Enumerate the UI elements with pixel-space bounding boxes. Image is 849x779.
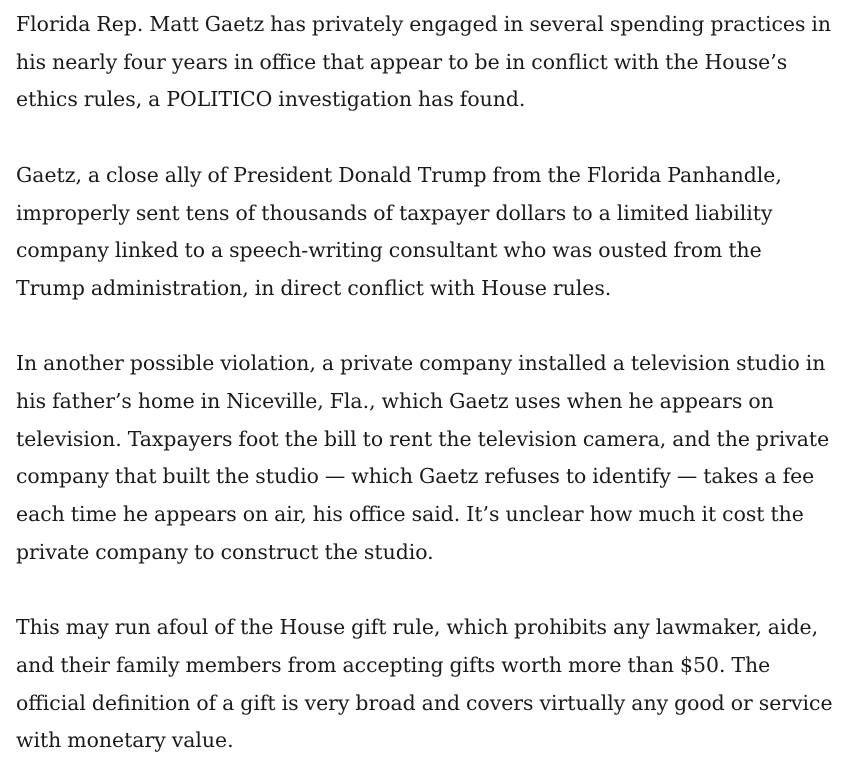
text-line: and their family members from accepting gifts worth more than $50. The	[16, 652, 771, 677]
text-line: This may run afoul of the House gift rule, which prohibits any lawmaker, aide,	[16, 615, 819, 640]
text-line: television. Taxpayers foot the bill to rent the television camera, and the private	[16, 426, 830, 451]
text-line: company that built the studio — which Gaetz refuses to identify — takes a fee	[16, 464, 815, 489]
text-line: each time he appears on air, his office said. It’s unclear how much it cost the	[16, 502, 804, 527]
text-line: private company to construct the studio.	[16, 539, 434, 564]
article-paragraph-4	[16, 609, 833, 760]
text-line: his father’s home in Niceville, Fla., which Gaetz uses when he appears on	[16, 389, 774, 413]
text-line: improperly sent tens of thousands of taxpayer dollars to a limited liability	[16, 200, 773, 225]
text-line: ethics rules, a POLITICO investigation has found.	[16, 87, 526, 112]
text-line: with monetary value.	[16, 728, 234, 753]
article-paragraph-1	[16, 6, 833, 119]
text-line: Gaetz, a close ally of President Donald Trump from the Florida Panhandle,	[16, 162, 782, 187]
text-line: official definition of a gift is very broad and covers virtually any good or service	[16, 690, 833, 715]
text-line: Florida Rep. Matt Gaetz has privately engaged in several spending practices in	[16, 12, 832, 36]
text-line: his nearly four years in office that appear to be in conflict with the House’s	[16, 49, 788, 74]
text-line: Trump administration, in direct conflict with House rules.	[16, 275, 612, 300]
article-paragraph-2	[16, 157, 833, 308]
article-paragraph-3	[16, 345, 833, 571]
text-line: In another possible violation, a private company installed a television studio in	[16, 351, 826, 376]
text-line: company linked to a speech-writing consultant who was ousted from the	[16, 238, 762, 263]
